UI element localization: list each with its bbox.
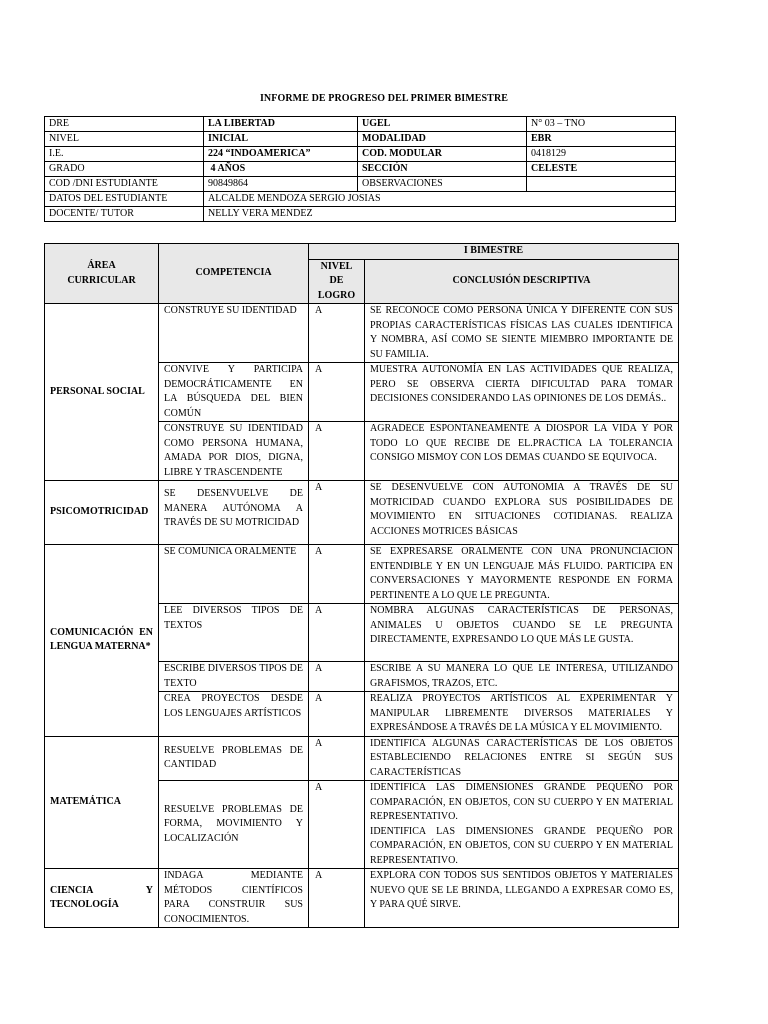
info-row xyxy=(45,132,676,147)
conclusion-cell: EXPLORA CON TODOS SUS SENTIDOS OBJETOS Y MATERIALES NUEVO QUE SE LE BRINDA, LLEGANDO A EXPRESAR COMO ES, Y PARA QUÉ SIRVE. xyxy=(365,869,679,928)
info-value: LA LIBERTAD xyxy=(204,117,358,132)
info-value: N° 03 – TNO xyxy=(527,117,676,132)
table-row xyxy=(45,736,679,781)
competencia-cell: RESUELVE PROBLEMAS DE FORMA, MOVIMIENTO Y LOCALIZACIÓN xyxy=(159,781,309,869)
nivel-cell: A xyxy=(309,422,365,481)
info-value: INICIAL xyxy=(204,132,358,147)
info-value: EBR xyxy=(527,132,676,147)
nivel-cell: A xyxy=(309,869,365,928)
info-label: DOCENTE/ TUTOR xyxy=(45,207,204,222)
competencia-cell: SE COMUNICA ORALMENTE xyxy=(159,545,309,604)
nivel-cell: A xyxy=(309,662,365,692)
teacher-name: NELLY VERA MENDEZ xyxy=(204,207,676,222)
info-label: GRADO xyxy=(45,162,204,177)
info-row xyxy=(45,162,676,177)
header-bimestre: I BIMESTRE xyxy=(309,244,679,260)
info-label: COD. MODULAR xyxy=(358,147,527,162)
table-row xyxy=(45,304,679,363)
conclusion-text: IDENTIFICA LAS DIMENSIONES GRANDE PEQUEÑO POR COMPARACIÓN, EN OBJETOS, CON SU CUERPO Y EN MATERIAL REPRESENTATIVO. xyxy=(370,825,673,866)
nivel-cell: A xyxy=(309,604,365,662)
nivel-cell: A xyxy=(309,481,365,545)
info-label: OBSERVACIONES xyxy=(358,177,527,192)
area-cell: PERSONAL SOCIAL xyxy=(45,304,159,481)
info-label: SECCIÓN xyxy=(358,162,527,177)
competencia-cell: ESCRIBE DIVERSOS TIPOS DE TEXTO xyxy=(159,662,309,692)
conclusion-cell: SE EXPRESARSE ORALMENTE CON UNA PRONUNCIACION ENTENDIBLE Y EN UN LENGUAJE MÁS FLUIDO. PARTICIPA EN CONVERSACIONES Y MAYORMENTE RESPONDE EN FORMA PERTINENTE A LO QUE LE PREGUNTA. xyxy=(365,545,679,604)
nivel-cell: A xyxy=(309,304,365,363)
nivel-cell: A xyxy=(309,545,365,604)
nivel-cell: A xyxy=(309,692,365,737)
info-label: DRE xyxy=(45,117,204,132)
info-label: I.E. xyxy=(45,147,204,162)
student-info-table xyxy=(44,116,676,222)
table-row xyxy=(45,481,679,545)
competencia-cell: LEE DIVERSOS TIPOS DE TEXTOS xyxy=(159,604,309,662)
conclusion-cell: SE RECONOCE COMO PERSONA ÚNICA Y DIFERENTE CON SUS PROPIAS CARACTERÍSTICAS FÍSICAS LAS CUALES IDENTIFICA Y NOMBRA, ASÍ COMO SE SIENTE MIEMBRO IMPORTANTE DE SU FAMILIA. xyxy=(365,304,679,363)
info-label: NIVEL xyxy=(45,132,204,147)
conclusion-text: IDENTIFICA LAS DIMENSIONES GRANDE PEQUEÑO POR COMPARACIÓN, EN OBJETOS, CON SU CUERPO Y EN MATERIAL REPRESENTATIVO. xyxy=(370,782,673,822)
report-title: INFORME DE PROGRESO DEL PRIMER BIMESTRE xyxy=(259,93,509,104)
conclusion-cell: NOMBRA ALGUNAS CARACTERÍSTICAS DE PERSONAS, ANIMALES U OBJETOS CUANDO SE LE PREGUNTA DIRECTAMENTE, EXPRESANDO LO QUE MÁS LE GUSTA. xyxy=(365,604,679,662)
info-row xyxy=(45,177,676,192)
info-value xyxy=(527,177,676,192)
table-row xyxy=(45,545,679,604)
area-cell: PSICOMOTRICIDAD xyxy=(45,481,159,545)
nivel-cell: A xyxy=(309,736,365,781)
conclusion-cell: MUESTRA AUTONOMÍA EN LAS ACTIVIDADES QUE REALIZA, PERO SE OBSERVA CIERTA DIFICULTAD PARA TOMAR DECISIONES CONSIDERANDO LAS OPINIONES DE LOS DEMÁS.. xyxy=(365,363,679,422)
header-conclusion: CONCLUSIÓN DESCRIPTIVA xyxy=(365,259,679,304)
conclusion-cell xyxy=(365,781,679,869)
progress-table xyxy=(44,243,679,928)
competencia-cell: RESUELVE PROBLEMAS DE CANTIDAD xyxy=(159,736,309,781)
info-label: COD /DNI ESTUDIANTE xyxy=(45,177,204,192)
competencia-cell: INDAGA MEDIANTE MÉTODOS CIENTÍFICOS PARA CONSTRUIR SUS CONOCIMIENTOS. xyxy=(159,869,309,928)
info-value: CELESTE xyxy=(527,162,676,177)
conclusion-cell: IDENTIFICA ALGUNAS CARACTERÍSTICAS DE LOS OBJETOS ESTABLECIENDO RELACIONES ENTRE SI SEGÚN SUS CARACTERÍSTICAS xyxy=(365,736,679,781)
conclusion-cell: REALIZA PROYECTOS ARTÍSTICOS AL EXPERIMENTAR Y MANIPULAR LIBREMENTE DIVERSOS MATERIALES Y EXPRESÁNDOSE A TRAVÉS DE LA MÚSICA Y EL MOVIMIENTO. xyxy=(365,692,679,737)
conclusion-cell: SE DESENVUELVE CON AUTONOMIA A TRAVÉS DE SU MOTRICIDAD CUANDO EXPLORA SUS POSIBILIDADES DE MOVIMIENTO EN SITUACIONES COTIDIANAS. REALIZA ACCIONES MOTRICES BÁSICAS xyxy=(365,481,679,545)
info-row xyxy=(45,147,676,162)
info-label: DATOS DEL ESTUDIANTE xyxy=(45,192,204,207)
conclusion-cell: AGRADECE ESPONTANEAMENTE A DIOSPOR LA VIDA Y POR TODO LO QUE RECIBE DE EL.PRACTICA LA TOLERANCIA CONSIGO MISMOY CON LOS DEMAS CUANDO SE EQUIVOCA. xyxy=(365,422,679,481)
table-row xyxy=(45,869,679,928)
info-value: 224 “INDOAMERICA” xyxy=(204,147,358,162)
area-cell: COMUNICACIÓN EN LENGUA MATERNA* xyxy=(45,545,159,737)
competencia-cell: CONSTRUYE SU IDENTIDAD xyxy=(159,304,309,363)
conclusion-cell: ESCRIBE A SU MANERA LO QUE LE INTERESA, UTILIZANDO GRAFISMOS, TRAZOS, ETC. xyxy=(365,662,679,692)
nivel-cell: A xyxy=(309,363,365,422)
info-label: MODALIDAD xyxy=(358,132,527,147)
competencia-cell: CREA PROYECTOS DESDE LOS LENGUAJES ARTÍSTICOS xyxy=(159,692,309,737)
info-value: 0418129 xyxy=(527,147,676,162)
info-row xyxy=(45,192,676,207)
area-cell: MATEMÁTICA xyxy=(45,736,159,869)
info-value: 4 AÑOS xyxy=(204,162,358,177)
area-cell: CIENCIA Y TECNOLOGÍA xyxy=(45,869,159,928)
nivel-cell: A xyxy=(309,781,365,869)
info-value: 90849864 xyxy=(204,177,358,192)
competencia-cell: SE DESENVUELVE DE MANERA AUTÓNOMA A TRAVÉS DE SU MOTRICIDAD xyxy=(159,481,309,545)
header-row xyxy=(45,244,679,260)
info-row xyxy=(45,117,676,132)
info-label: UGEL xyxy=(358,117,527,132)
header-nivel: NIVEL DE LOGRO xyxy=(309,259,365,304)
competencia-cell: CONVIVE Y PARTICIPA DEMOCRÁTICAMENTE EN LA BÚSQUEDA DEL BIEN COMÚN xyxy=(159,363,309,422)
header-area: ÁREA CURRICULAR xyxy=(45,244,159,304)
student-name: ALCALDE MENDOZA SERGIO JOSIAS xyxy=(204,192,676,207)
info-row xyxy=(45,207,676,222)
competencia-cell: CONSTRUYE SU IDENTIDAD COMO PERSONA HUMANA, AMADA POR DIOS, DIGNA, LIBRE Y TRASCENDENTE xyxy=(159,422,309,481)
header-competencia: COMPETENCIA xyxy=(159,244,309,304)
